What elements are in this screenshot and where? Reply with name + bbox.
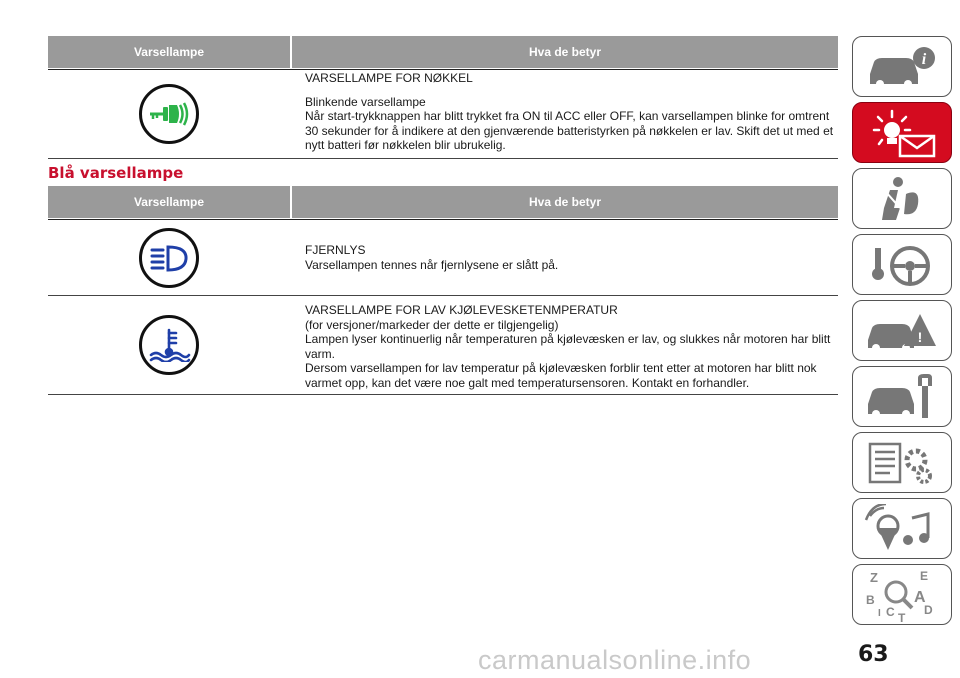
table-header	[48, 36, 838, 68]
lamp-description-extra: Dersom varsellampen for lav temperatur på kjølevæsken forblir tent etter at motoren har blitt nok varmet opp, kan det være noe galt med temperatursensoren. Kontakt en forhandler.	[305, 361, 817, 390]
column-header-warning-lamp: Varsellampe	[133, 195, 205, 209]
tab-maintenance[interactable]	[852, 366, 952, 427]
lamp-subtitle: Blinkende varsellampe	[305, 94, 426, 109]
svg-text:B: B	[866, 592, 875, 607]
lamp-description: Varsellampen tennes når fjernlysene er slått på.	[305, 257, 559, 272]
table-header	[48, 186, 838, 218]
section-title: Blå varsellampe	[48, 164, 184, 182]
tab-car-info[interactable]	[852, 36, 952, 97]
svg-text:T: T	[898, 610, 906, 622]
tab-emergency[interactable]	[852, 300, 952, 361]
lamp-availability-note: (for versjoner/markeder der dette er tilgjengelig)	[305, 317, 559, 332]
svg-text:C: C	[886, 604, 895, 619]
media-music-icon	[862, 504, 942, 554]
svg-text:Z: Z	[870, 569, 878, 585]
tab-index[interactable]	[852, 564, 952, 625]
spec-gear-icon	[862, 438, 942, 488]
description-cell	[305, 243, 838, 272]
high-beam-icon	[139, 228, 199, 288]
tab-multimedia[interactable]	[852, 498, 952, 559]
svg-text:I: I	[878, 607, 881, 619]
tab-technical-data[interactable]	[852, 432, 952, 493]
car-service-icon	[862, 372, 942, 422]
index-search-icon	[862, 568, 942, 622]
car-info-icon	[862, 44, 942, 90]
page-number: 63	[858, 642, 889, 667]
description-cell	[305, 71, 838, 153]
seat-safety-icon	[862, 174, 942, 224]
steering-wheel-key-icon	[862, 240, 942, 290]
table-row	[48, 70, 838, 159]
low-coolant-temperature-icon	[139, 315, 199, 375]
car-accident-icon	[862, 306, 942, 356]
description-cell	[305, 303, 838, 390]
svg-text:E: E	[920, 568, 929, 583]
svg-text:!: !	[917, 328, 923, 345]
column-header-meaning: Hva de betyr	[290, 36, 838, 68]
column-header-meaning: Hva de betyr	[290, 186, 838, 218]
lamp-title: FJERNLYS	[305, 243, 366, 257]
tab-safety[interactable]	[852, 168, 952, 229]
table-row	[48, 220, 838, 296]
tab-starting-driving[interactable]	[852, 234, 952, 295]
tab-warning-lights[interactable]	[852, 102, 952, 163]
table-row	[48, 296, 838, 395]
lamp-title: VARSELLAMPE FOR NØKKEL	[305, 71, 473, 85]
svg-text:i: i	[921, 50, 927, 68]
svg-text:A: A	[914, 588, 926, 606]
lamp-title: VARSELLAMPE FOR LAV KJØLEVESKETENMPERATUR	[305, 303, 618, 317]
watermark: carmanualsonline.info	[478, 645, 752, 675]
key-warning-icon	[139, 84, 199, 144]
icon-cell	[48, 70, 290, 158]
icon-cell	[48, 296, 290, 394]
column-header-warning-lamp: Varsellampe	[133, 45, 205, 59]
lamp-description: Lampen lyser kontinuerlig når temperaturen på kjølevæsken er lav, og slukkes når motoren har blitt varm.	[305, 332, 831, 361]
lamp-description: Når start-trykknappen har blitt trykket fra ON til ACC eller OFF, kan varsellampen blinke for omtrent 30 sekunder for å indikere at den gjenværende batteristyrken på nøkkelen er lav. Skift det ut med et nytt batteri før nøkkelen blir ubrukelig.	[305, 109, 834, 152]
warning-lights-icon	[862, 108, 942, 158]
icon-cell	[48, 220, 290, 295]
svg-text:D: D	[924, 602, 933, 617]
